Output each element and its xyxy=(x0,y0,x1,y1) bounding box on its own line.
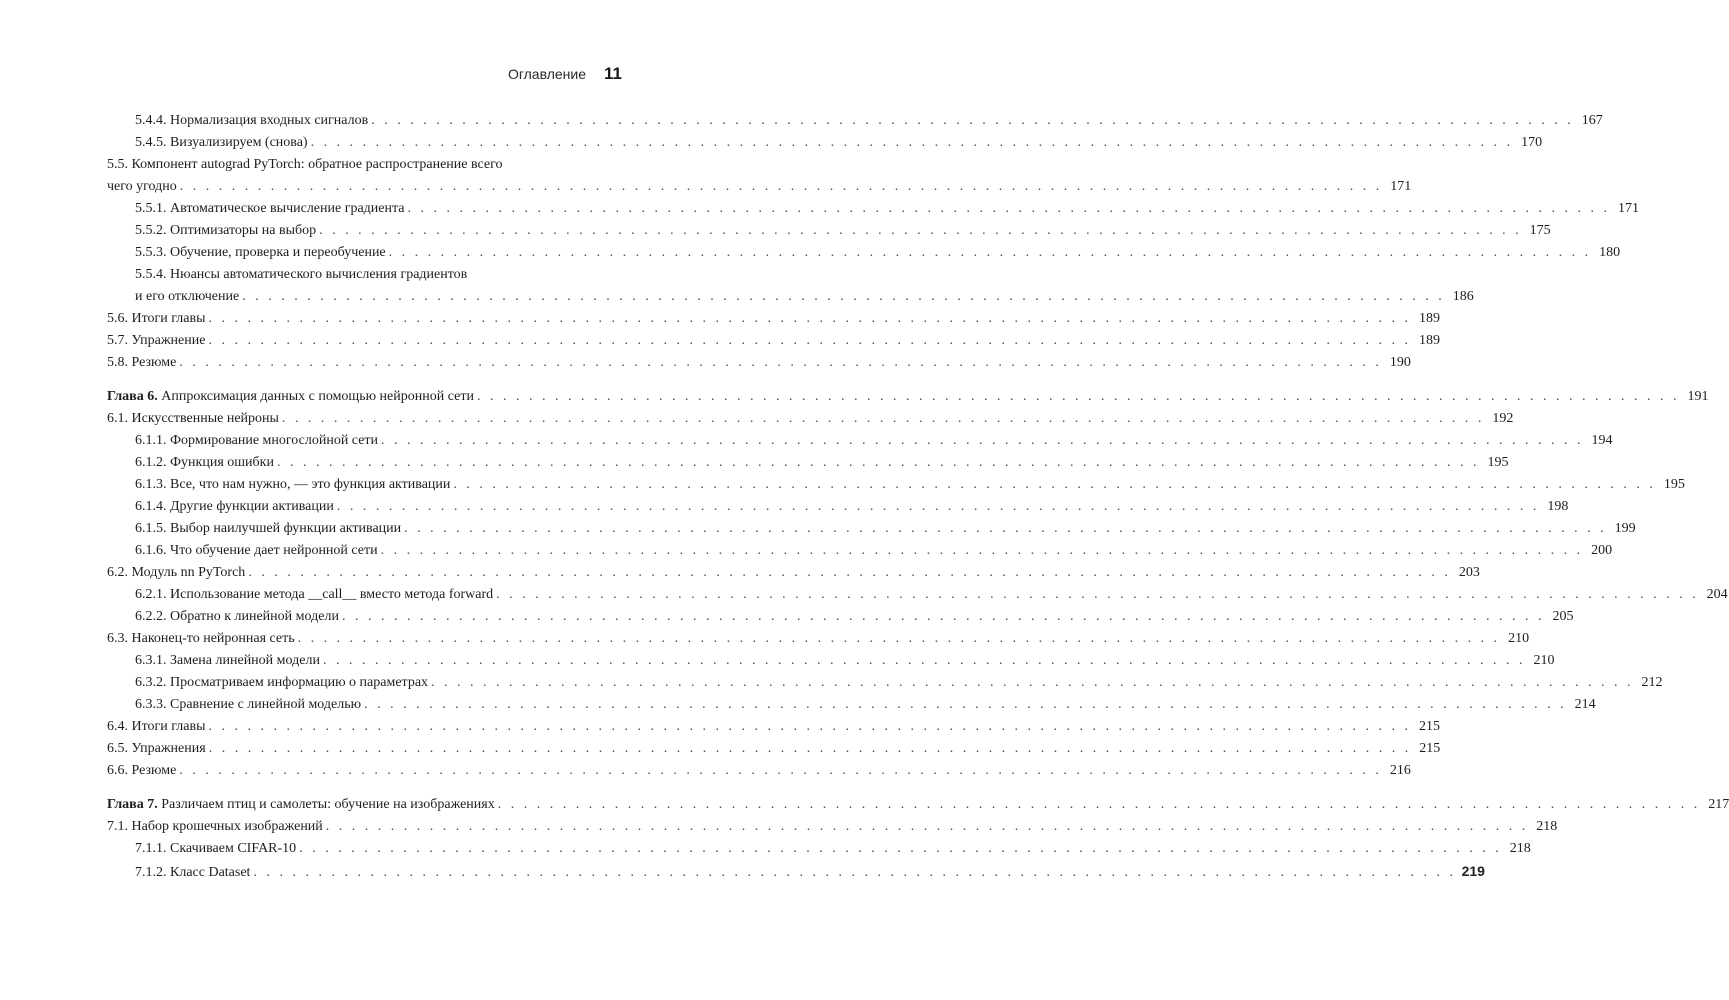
dot-leader xyxy=(277,452,1480,474)
dot-leader xyxy=(179,352,1382,374)
dot-leader xyxy=(248,562,1451,584)
toc-entry-number: 5.4.4. xyxy=(135,113,167,128)
toc-entry-title: 6.3. Наконец-то нейронная сеть xyxy=(107,631,295,646)
dot-leader xyxy=(319,220,1522,242)
dot-leader xyxy=(381,430,1584,452)
toc-entry-page: 205 xyxy=(1552,609,1574,624)
dot-leader xyxy=(431,672,1634,694)
toc-entry-number: 5.8. xyxy=(107,355,128,370)
toc-entry[interactable] xyxy=(107,606,1574,628)
dot-leader xyxy=(209,716,1412,738)
toc-entry-page: 171 xyxy=(1390,179,1412,194)
toc-entry-title: 6.1.3. Все, что нам нужно, — это функция активации xyxy=(135,477,451,492)
toc-entry-page: 200 xyxy=(1591,543,1613,558)
toc-entry[interactable] xyxy=(107,352,1411,374)
toc-entry[interactable] xyxy=(107,474,1685,496)
dot-leader xyxy=(408,198,1611,220)
toc-entry-title: 5.7. Упражнение xyxy=(107,333,206,348)
toc-entry-title: 5.4.5. Визуализируем (снова) xyxy=(135,135,308,150)
toc-entry-page: 175 xyxy=(1529,223,1551,238)
toc-entry-title-line1: 5.5. Компонент autograd PyTorch: обратное распространение всего xyxy=(107,157,503,172)
toc-entry-page: 219 xyxy=(1461,863,1485,879)
dot-leader xyxy=(477,386,1680,408)
toc-entry[interactable] xyxy=(107,408,1514,430)
toc-entry[interactable] xyxy=(107,198,1639,220)
toc-entry-number: 6.3.3. xyxy=(135,697,167,712)
toc-entry-title: 6.4. Итоги главы xyxy=(107,719,206,734)
dot-leader xyxy=(298,628,1501,650)
toc-entry-page: 218 xyxy=(1536,819,1558,834)
toc-entry-title: 5.4.4. Нормализация входных сигналов xyxy=(135,113,369,128)
toc-entry[interactable] xyxy=(107,154,1412,198)
toc-entry[interactable] xyxy=(107,452,1509,474)
toc-entry[interactable] xyxy=(107,860,1485,884)
toc-entry-number: 6.2.1. xyxy=(135,587,167,602)
toc-entry-title: Глава 7. Различаем птиц и самолеты: обучение на изображениях xyxy=(107,797,495,812)
toc-entry-page: 190 xyxy=(1389,355,1411,370)
toc-entry-page: 170 xyxy=(1521,135,1543,150)
toc-entry-page: 189 xyxy=(1418,333,1440,348)
toc-entry-number: 7.1.1. xyxy=(135,841,167,856)
toc-entry-page: 189 xyxy=(1419,311,1441,326)
toc-entry-page: 186 xyxy=(1452,289,1474,304)
toc-entry-title: Глава 6. Аппроксимация данных с помощью нейронной сети xyxy=(107,389,474,404)
dot-leader xyxy=(498,794,1701,816)
toc-entry-number: 7.1.2. xyxy=(135,865,167,880)
toc-entry[interactable] xyxy=(107,110,1603,132)
toc-chapter-entry[interactable] xyxy=(107,386,1709,408)
toc-entry[interactable] xyxy=(107,650,1555,672)
toc-entry-page: 199 xyxy=(1614,521,1636,536)
toc-entry-number: 6.1.6. xyxy=(135,543,167,558)
toc-entry-page: 212 xyxy=(1641,675,1663,690)
running-header xyxy=(508,64,622,84)
toc-entry-title: 6.3.1. Замена линейной модели xyxy=(135,653,320,668)
toc-entry-number: 5.7. xyxy=(107,333,128,348)
toc-entry[interactable] xyxy=(107,242,1621,264)
toc-entry-page: 203 xyxy=(1458,565,1480,580)
header-title: Оглавление xyxy=(507,66,587,82)
table-of-contents xyxy=(107,110,1729,884)
toc-entry-title: 7.1. Набор крошечных изображений xyxy=(107,819,323,834)
toc-entry[interactable] xyxy=(107,430,1613,452)
dot-leader xyxy=(364,694,1567,716)
toc-entry-title: 5.5.2. Оптимизаторы на выбор xyxy=(135,223,317,238)
toc-entry-title: 6.3.3. Сравнение с линейной моделью xyxy=(135,697,362,712)
toc-entry-number: 5.5. xyxy=(107,157,128,172)
toc-entry-page: 167 xyxy=(1581,113,1603,128)
toc-entry-title: 6.1. Искусственные нейроны xyxy=(107,411,279,426)
dot-leader xyxy=(496,584,1699,606)
toc-entry-number: 6.4. xyxy=(107,719,128,734)
toc-entry[interactable] xyxy=(107,716,1441,738)
toc-entry-title: 6.6. Резюме xyxy=(107,763,177,778)
dot-leader xyxy=(389,242,1592,264)
toc-entry[interactable] xyxy=(107,838,1531,860)
toc-entry-number: 5.5.2. xyxy=(135,223,167,238)
toc-entry-number: 6.1. xyxy=(107,411,128,426)
toc-chapter-entry[interactable] xyxy=(107,794,1729,816)
toc-entry-number: 5.5.4. xyxy=(135,267,167,282)
toc-entry-number: 6.1.3. xyxy=(135,477,167,492)
toc-entry-title: 5.6. Итоги главы xyxy=(107,311,206,326)
toc-entry-number: 5.5.3. xyxy=(135,245,167,260)
toc-entry-page: 210 xyxy=(1508,631,1530,646)
toc-entry-page: 192 xyxy=(1492,411,1514,426)
toc-entry[interactable] xyxy=(107,672,1663,694)
toc-entry[interactable] xyxy=(107,308,1441,330)
toc-entry-title: 6.3.2. Просматриваем информацию о параметрах xyxy=(135,675,429,690)
toc-entry[interactable] xyxy=(107,132,1543,154)
toc-entry-number: Глава 7. xyxy=(107,797,158,812)
dot-leader xyxy=(453,474,1656,496)
toc-entry-title: и его отключение xyxy=(135,289,240,304)
dot-leader xyxy=(371,110,1574,132)
dot-leader xyxy=(209,308,1412,330)
toc-entry[interactable] xyxy=(107,816,1558,838)
toc-entry-page: 214 xyxy=(1574,697,1596,712)
toc-entry-page: 194 xyxy=(1591,433,1613,448)
dot-leader xyxy=(242,286,1445,308)
toc-entry-title: 6.2. Модуль nn PyTorch xyxy=(107,565,246,580)
dot-leader xyxy=(179,760,1382,782)
toc-entry-number: 6.1.1. xyxy=(135,433,167,448)
toc-entry-title: 6.1.1. Формирование многослойной сети xyxy=(135,433,379,448)
dot-leader xyxy=(337,496,1540,518)
toc-entry-title-line1: 5.5.4. Нюансы автоматического вычисления градиентов xyxy=(135,267,468,282)
toc-entry[interactable] xyxy=(107,540,1613,562)
toc-entry-page: 204 xyxy=(1706,587,1728,602)
toc-entry-title: 6.2.2. Обратно к линейной модели xyxy=(135,609,339,624)
toc-entry-title: 5.5.3. Обучение, проверка и переобучение xyxy=(135,245,386,260)
toc-entry-number: 6.1.4. xyxy=(135,499,167,514)
toc-entry-title: 7.1.1. Скачиваем CIFAR-10 xyxy=(135,841,297,856)
toc-entry-page: 218 xyxy=(1509,841,1531,856)
toc-entry[interactable] xyxy=(107,562,1480,584)
toc-entry-title: 6.2.1. Использование метода __call__ вместо метода forward xyxy=(135,587,494,602)
toc-entry-number: 5.5.1. xyxy=(135,201,167,216)
toc-entry-number: 6.1.2. xyxy=(135,455,167,470)
toc-entry-page: 198 xyxy=(1547,499,1569,514)
toc-entry-title: 5.8. Резюме xyxy=(107,355,177,370)
dot-leader xyxy=(208,330,1411,352)
toc-entry-number: 6.1.5. xyxy=(135,521,167,536)
toc-entry[interactable] xyxy=(107,694,1596,716)
toc-entry-page: 217 xyxy=(1708,797,1729,812)
dot-leader xyxy=(299,838,1502,860)
toc-entry[interactable] xyxy=(107,264,1474,308)
toc-entry[interactable] xyxy=(107,738,1441,760)
toc-entry-title: 7.1.2. Класс Dataset xyxy=(135,865,251,880)
toc-entry[interactable] xyxy=(107,584,1728,606)
toc-entry-number: 5.6. xyxy=(107,311,128,326)
toc-entry-number: 5.4.5. xyxy=(135,135,167,150)
toc-entry-page: 195 xyxy=(1663,477,1685,492)
dot-leader xyxy=(342,606,1545,628)
toc-entry-number: 6.6. xyxy=(107,763,128,778)
toc-entry-number: 7.1. xyxy=(107,819,128,834)
toc-entry[interactable] xyxy=(107,760,1411,782)
dot-leader xyxy=(253,862,1456,884)
toc-entry-title: 6.1.5. Выбор наилучшей функции активации xyxy=(135,521,402,536)
toc-entry-title: 6.1.6. Что обучение дает нейронной сети xyxy=(135,543,378,558)
toc-entry-number: 6.2. xyxy=(107,565,128,580)
toc-entry-title: чего угодно xyxy=(107,179,177,194)
toc-entry[interactable] xyxy=(107,628,1530,650)
dot-leader xyxy=(180,176,1383,198)
toc-entry-number: 6.3.1. xyxy=(135,653,167,668)
header-page-number: 11 xyxy=(604,64,622,83)
toc-entry-number: 6.5. xyxy=(107,741,128,756)
toc-entry-number: 6.3.2. xyxy=(135,675,167,690)
toc-entry-number: 6.3. xyxy=(107,631,128,646)
dot-leader xyxy=(381,540,1584,562)
toc-entry-title: 6.1.4. Другие функции активации xyxy=(135,499,334,514)
dot-leader xyxy=(311,132,1514,154)
toc-entry-page: 215 xyxy=(1419,741,1441,756)
toc-entry[interactable] xyxy=(107,518,1636,540)
toc-entry[interactable] xyxy=(107,330,1440,352)
toc-entry-title: 5.5.1. Автоматическое вычисление градиента xyxy=(135,201,405,216)
dot-leader xyxy=(326,816,1529,838)
toc-entry-page: 180 xyxy=(1599,245,1621,260)
dot-leader xyxy=(209,738,1412,760)
dot-leader xyxy=(404,518,1607,540)
toc-entry-number: 6.2.2. xyxy=(135,609,167,624)
toc-entry-page: 195 xyxy=(1487,455,1509,470)
toc-entry-page: 216 xyxy=(1389,763,1411,778)
toc-entry[interactable] xyxy=(107,496,1569,518)
toc-entry-page: 171 xyxy=(1618,201,1639,216)
toc-entry-title: 6.1.2. Функция ошибки xyxy=(135,455,274,470)
toc-entry-page: 191 xyxy=(1687,389,1709,404)
dot-leader xyxy=(282,408,1485,430)
dot-leader xyxy=(323,650,1526,672)
toc-entry[interactable] xyxy=(107,220,1551,242)
toc-entry-title: 6.5. Упражнения xyxy=(107,741,206,756)
toc-entry-number: Глава 6. xyxy=(107,389,158,404)
toc-entry-page: 215 xyxy=(1419,719,1441,734)
toc-entry-page: 210 xyxy=(1533,653,1555,668)
